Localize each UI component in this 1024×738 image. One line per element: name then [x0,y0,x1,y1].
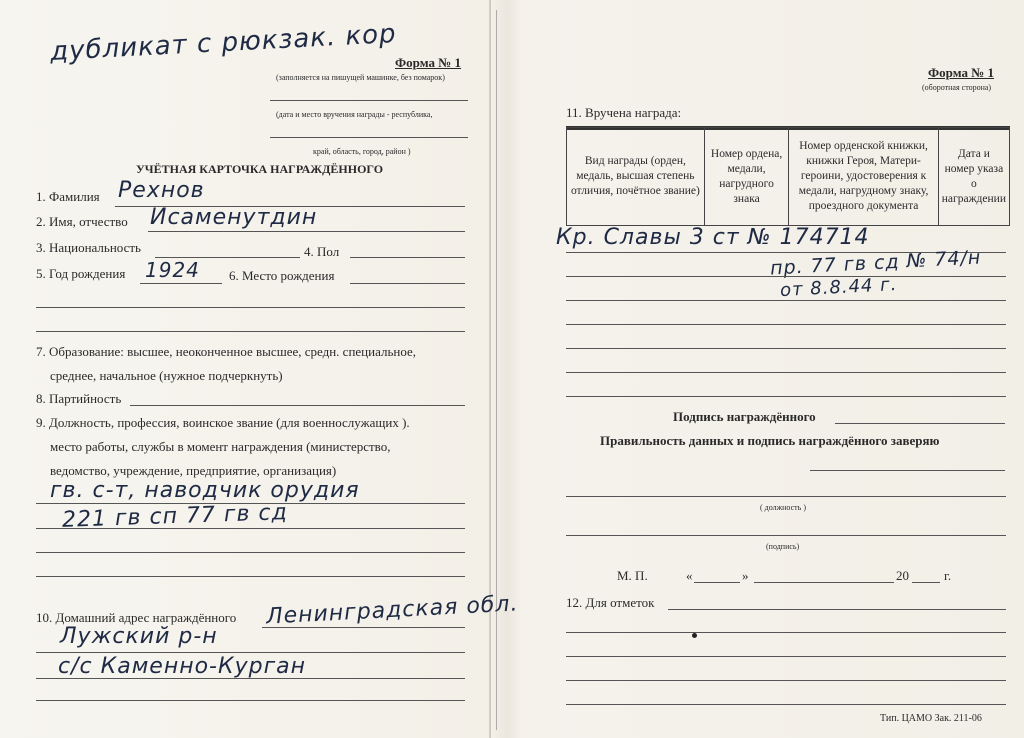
sex-label: 4. Пол [304,244,340,259]
party-label: 8. Партийность [36,391,122,406]
birth-year-label: 5. Год рождения [36,266,126,281]
page-fold [489,0,491,738]
position-line-3: ведомство, учреждение, предприятие, организация) [50,463,337,478]
address-hw-3: с/с Каменно-Курган [58,654,307,679]
award-line-4 [566,324,1006,325]
print-info: Тип. ЦАМО Зак. 211-06 [880,713,982,724]
date-place-caption: (дата и место вручения награды - республика, [276,110,433,119]
nationality-label: 3. Национальность [36,240,141,255]
confirm-line-1 [810,470,1005,471]
name-value: Исаменутдин [150,205,318,230]
notes-line-2 [566,632,1006,633]
page-divider [496,10,497,730]
position-hw-2: 221 гв сп 77 гв сд [61,500,289,533]
notes-line-3 [566,656,1006,657]
name-label: 2. Имя, отчество [36,214,128,229]
award-line-5 [566,348,1006,349]
ink-dot [692,625,697,643]
award-type-header: Вид награды (орден, медаль, высшая степень отличия, почётное звание) [567,128,705,226]
birthplace-line [350,283,465,284]
award-line-3 [566,300,1006,301]
year-suffix: г. [944,568,952,583]
date-day-line [694,582,740,583]
award-hw-3: от 8.8.44 г. [779,273,898,302]
position-line-b [36,528,465,529]
name-line [148,231,465,232]
handwritten-header: дубликат с рюкзак. кор [49,18,398,68]
birthplace-line-3 [36,331,465,332]
award-line-6 [566,372,1006,373]
notes-line-4 [566,680,1006,681]
award-table [566,127,1010,226]
position-line-c [36,552,465,553]
form-title-left: Форма № 1 [395,55,462,70]
position-line-right [566,496,1006,497]
birth-year-line [140,283,222,284]
birth-year-value: 1924 [145,258,200,282]
notes-line-5 [566,704,1006,705]
signature-line-right [566,535,1006,536]
notes-line-1 [668,609,1006,610]
notes-label: 12. Для отметок [566,595,655,610]
address-label: 10. Домашний адрес награждённого [36,610,237,625]
date-month-line [754,582,894,583]
address-line-1 [262,627,465,628]
sex-line [350,257,465,258]
award-line-2 [566,276,1006,277]
education-line-2: среднее, начальное (нужное подчеркнуть) [50,368,283,383]
address-line-2 [36,652,465,653]
party-line [130,405,465,406]
date-close-quote: » [742,568,749,583]
surname-value: Рехнов [118,178,205,203]
form-title-right: Форма № 1 [928,65,995,80]
form-note-left: (заполняется на пишущей машинке, без помарок) [276,73,445,82]
region-line [270,137,468,138]
position-line-1: 9. Должность, профессия, воинское звание (для военнослужащих ). [36,415,410,430]
signature-label: Подпись награждённого [673,409,816,424]
birthplace-label: 6. Место рождения [229,268,335,283]
award-hw-2: пр. 77 гв сд № 74/н [769,246,982,280]
address-line-4 [36,700,465,701]
position-caption: ( должность ) [760,503,806,512]
decree-header: Дата и номер указа о награждении [938,128,1009,226]
address-hw-1: Ленинградская обл. [265,591,520,630]
date-open-quote: « [686,568,693,583]
card-title: УЧЁТНАЯ КАРТОЧКА НАГРАЖДЁННОГО [136,162,384,176]
form-note-right: (оборотная сторона) [922,83,992,92]
position-hw-1: гв. с-т, наводчик орудия [50,478,360,503]
confirm-label: Правильность данных и подпись награждённого заверяю [600,433,940,448]
surname-label: 1. Фамилия [36,189,100,204]
stamp-place-label: М. П. [617,568,648,583]
education-line-1: 7. Образование: высшее, неоконченное высшее, средн. специальное, [36,344,417,359]
year-prefix: 20 [896,568,909,583]
date-year-line [912,582,940,583]
birthplace-line-2 [36,307,465,308]
award-number-header: Номер ордена, медали, нагрудного знака [704,128,789,226]
position-line-d [36,576,465,577]
address-hw-2: Лужский р-н [60,624,218,649]
award-line-7 [566,396,1006,397]
award-book-header: Номер орденской книжки, книжки Героя, Матери-героини, удостоверения к медали, нагрудному знаку, проездного документа [789,128,938,226]
address-line-3 [36,678,465,679]
position-line-2: место работы, службы в момент награждения (министерство, [50,439,391,454]
award-hw-1: Кр. Славы 3 ст № 174714 [556,225,870,250]
signature-caption: (подпись) [766,542,800,551]
region-caption: край, область, город, район ) [313,147,411,156]
award-section-label: 11. Вручена награда: [566,105,682,120]
signature-line [835,423,1005,424]
date-place-line [270,100,468,101]
